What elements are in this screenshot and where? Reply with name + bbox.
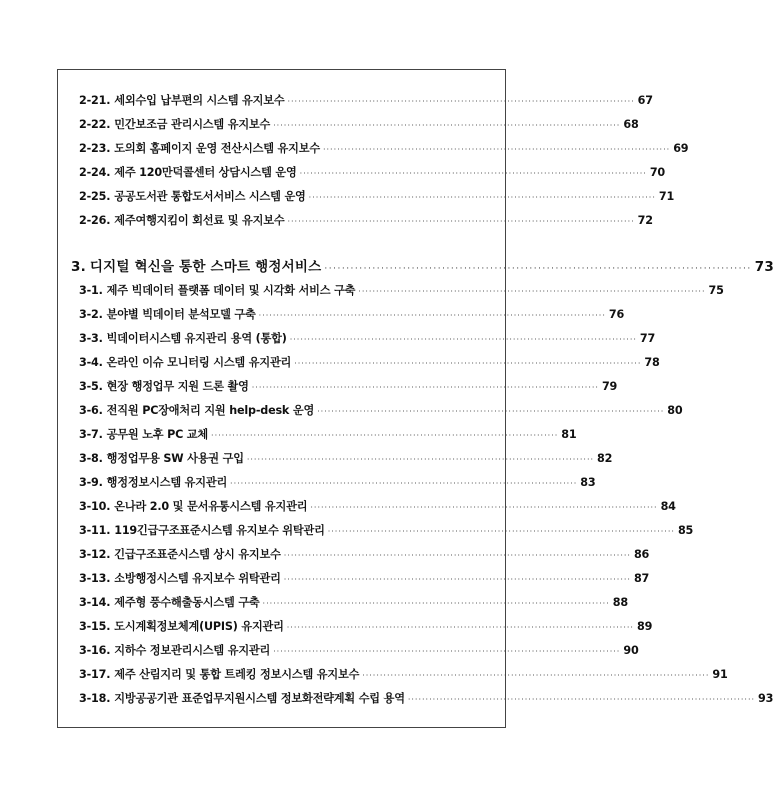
toc-entry[interactable] — [79, 498, 676, 518]
entry-number: 2-25. — [79, 190, 111, 203]
leader-dots: ·································································································· — [283, 551, 631, 560]
leader-dots: ·································································································· — [289, 335, 637, 344]
entry-page: 88 — [612, 596, 628, 609]
entry-number: 3-13. — [79, 572, 111, 585]
entry-page: 79 — [601, 380, 618, 393]
entry-title: 세외수입 납부편의 시스템 유지보수 — [114, 94, 285, 107]
entry-number: 3-14. — [79, 596, 111, 609]
entry-number: 3-10. — [79, 500, 111, 513]
toc-entry[interactable] — [79, 666, 728, 686]
section-number: 3. — [71, 259, 86, 275]
entry-number: 3-16. — [79, 644, 111, 657]
entry-title: 지방공공기관 표준업무지원시스템 정보화전략계획 수립 용역 — [114, 692, 405, 705]
entry-title: 119긴급구조표준시스템 유지보수 위탁관리 — [114, 524, 325, 537]
entry-title: 전직원 PC장애처리 지원 help-desk 운영 — [106, 404, 315, 417]
leader-dots: ·································································································· — [273, 647, 621, 656]
entry-number: 2-26. — [79, 214, 111, 227]
leader-dots: ·································································································· — [246, 455, 595, 464]
entry-page: 71 — [658, 190, 675, 203]
toc-entry[interactable] — [79, 92, 653, 112]
entry-page: 90 — [623, 644, 639, 657]
toc-entry[interactable] — [79, 474, 596, 494]
toc-entry[interactable] — [79, 306, 625, 326]
toc-frame — [57, 69, 774, 728]
entry-number: 3-15. — [79, 620, 111, 633]
entry-title: 빅데이터시스템 유지관리 용역 (통합) — [106, 332, 287, 345]
leader-dots: ·································································································· — [287, 217, 635, 226]
toc-entry[interactable] — [79, 546, 650, 566]
entry-title: 도시계획정보체계(UPIS) 유지관리 — [114, 620, 284, 633]
leader-dots: ·································································································· — [308, 193, 656, 202]
leader-dots: ·································································································· — [273, 121, 621, 130]
entry-page: 67 — [637, 94, 653, 107]
section-page: 73 — [754, 259, 774, 275]
toc-entry[interactable] — [79, 212, 653, 232]
entry-title: 제주여행지킴이 회선료 및 유지보수 — [114, 214, 285, 227]
leader-dots: ·································································································· — [358, 287, 706, 296]
entry-page: 76 — [608, 308, 625, 321]
entry-page: 93 — [758, 692, 774, 705]
entry-page: 91 — [712, 668, 728, 681]
entry-number: 3-8. — [79, 452, 103, 465]
entry-number: 3-5. — [79, 380, 103, 393]
toc-entry[interactable] — [79, 426, 577, 446]
leader-dots: ·································································································· — [299, 169, 647, 178]
leader-dots: ·································································································· — [283, 575, 631, 584]
toc-entry[interactable] — [79, 354, 660, 374]
entry-title: 제주 산림지리 및 통합 트레킹 정보시스템 유지보수 — [114, 668, 360, 681]
entry-page: 85 — [677, 524, 694, 537]
entry-number: 3-17. — [79, 668, 111, 681]
entry-number: 2-22. — [79, 118, 111, 131]
leader-dots: ·································································································· — [324, 264, 752, 274]
entry-title: 현장 행정업무 지원 드론 촬영 — [106, 380, 249, 393]
entry-page: 81 — [561, 428, 577, 441]
entry-number: 3-7. — [79, 428, 103, 441]
toc-entry[interactable] — [79, 570, 650, 590]
entry-page: 75 — [708, 284, 724, 297]
entry-title: 소방행정시스템 유지보수 위탁관리 — [114, 572, 281, 585]
entry-number: 3-3. — [79, 332, 103, 345]
entry-title: 분야별 빅데이터 분석모델 구축 — [106, 308, 256, 321]
entry-title: 제주형 풍수해출동시스템 구축 — [114, 596, 260, 609]
entry-title: 온라인 이슈 모니터링 시스템 유지관리 — [106, 356, 292, 369]
toc-entry[interactable] — [79, 330, 656, 350]
toc-entry[interactable] — [79, 378, 618, 398]
leader-dots: ·································································································· — [262, 599, 610, 608]
leader-dots: ·································································································· — [286, 623, 634, 632]
entry-page: 84 — [660, 500, 676, 513]
entry-number: 2-23. — [79, 142, 111, 155]
entry-page: 82 — [597, 452, 613, 465]
toc-entry[interactable] — [79, 282, 724, 302]
entry-title: 긴급구조표준시스템 상시 유지보수 — [114, 548, 281, 561]
entry-number: 3-6. — [79, 404, 103, 417]
entry-page: 78 — [644, 356, 660, 369]
entry-page: 77 — [639, 332, 656, 345]
entry-page: 72 — [637, 214, 653, 227]
toc-entry[interactable] — [79, 402, 683, 422]
entry-title: 제주 120만덕콜센터 상담시스템 운영 — [114, 166, 297, 179]
entry-page: 86 — [633, 548, 650, 561]
entry-number: 3-9. — [79, 476, 103, 489]
entry-title: 행정업무용 SW 사용권 구입 — [106, 452, 244, 465]
leader-dots: ·································································································· — [362, 671, 710, 680]
entry-title: 민간보조금 관리시스템 유지보수 — [114, 118, 271, 131]
leader-dots: ·································································································· — [287, 97, 635, 106]
entry-page: 68 — [623, 118, 639, 131]
entry-page: 80 — [667, 404, 683, 417]
leader-dots: ·································································································· — [211, 431, 559, 440]
entry-title: 공공도서관 통합도서서비스 시스템 운영 — [114, 190, 306, 203]
entry-title: 공무원 노후 PC 교체 — [106, 428, 209, 441]
toc-entry[interactable] — [79, 140, 689, 160]
entry-number: 2-21. — [79, 94, 111, 107]
toc-entry[interactable] — [79, 642, 639, 662]
leader-dots: ·································································································· — [310, 503, 658, 512]
leader-dots: ·································································································· — [294, 359, 642, 368]
entry-number: 3-11. — [79, 524, 111, 537]
entry-title: 행정정보시스템 유지관리 — [106, 476, 228, 489]
entry-title: 제주 빅데이터 플랫폼 데이터 및 시각화 서비스 구축 — [106, 284, 356, 297]
toc-entry[interactable] — [79, 618, 653, 638]
toc-entry[interactable] — [79, 116, 639, 136]
entry-number: 3-4. — [79, 356, 103, 369]
entry-number: 3-2. — [79, 308, 103, 321]
leader-dots: ·································································································· — [317, 407, 665, 416]
entry-number: 3-12. — [79, 548, 111, 561]
entry-number: 3-1. — [79, 284, 103, 297]
entry-page: 70 — [649, 166, 665, 179]
entry-number: 3-18. — [79, 692, 111, 705]
leader-dots: ·································································································· — [230, 479, 578, 488]
toc-entry[interactable] — [79, 450, 613, 470]
leader-dots: ·································································································· — [327, 527, 675, 536]
entry-title: 도의회 홈페이지 운영 전산시스템 유지보수 — [114, 142, 320, 155]
entry-page: 89 — [636, 620, 653, 633]
toc-entry[interactable] — [79, 690, 774, 710]
leader-dots: ·································································································· — [322, 145, 671, 154]
leader-dots: ·································································································· — [407, 695, 756, 704]
entry-title: 온나라 2.0 및 문서유통시스템 유지관리 — [114, 500, 308, 513]
leader-dots: ·································································································· — [251, 383, 599, 392]
entry-page: 69 — [673, 142, 689, 155]
section-title: 디지털 혁신을 통한 스마트 행정서비스 — [89, 259, 322, 275]
toc-entry[interactable] — [79, 594, 628, 614]
toc-entry[interactable] — [79, 188, 675, 208]
toc-entry[interactable] — [79, 522, 694, 542]
toc-section-heading[interactable] — [71, 255, 774, 275]
toc-entry[interactable] — [79, 164, 665, 184]
entry-page: 87 — [633, 572, 650, 585]
leader-dots: ·································································································· — [258, 311, 606, 320]
entry-page: 83 — [580, 476, 596, 489]
entry-title: 지하수 정보관리시스템 유지관리 — [114, 644, 271, 657]
entry-number: 2-24. — [79, 166, 111, 179]
